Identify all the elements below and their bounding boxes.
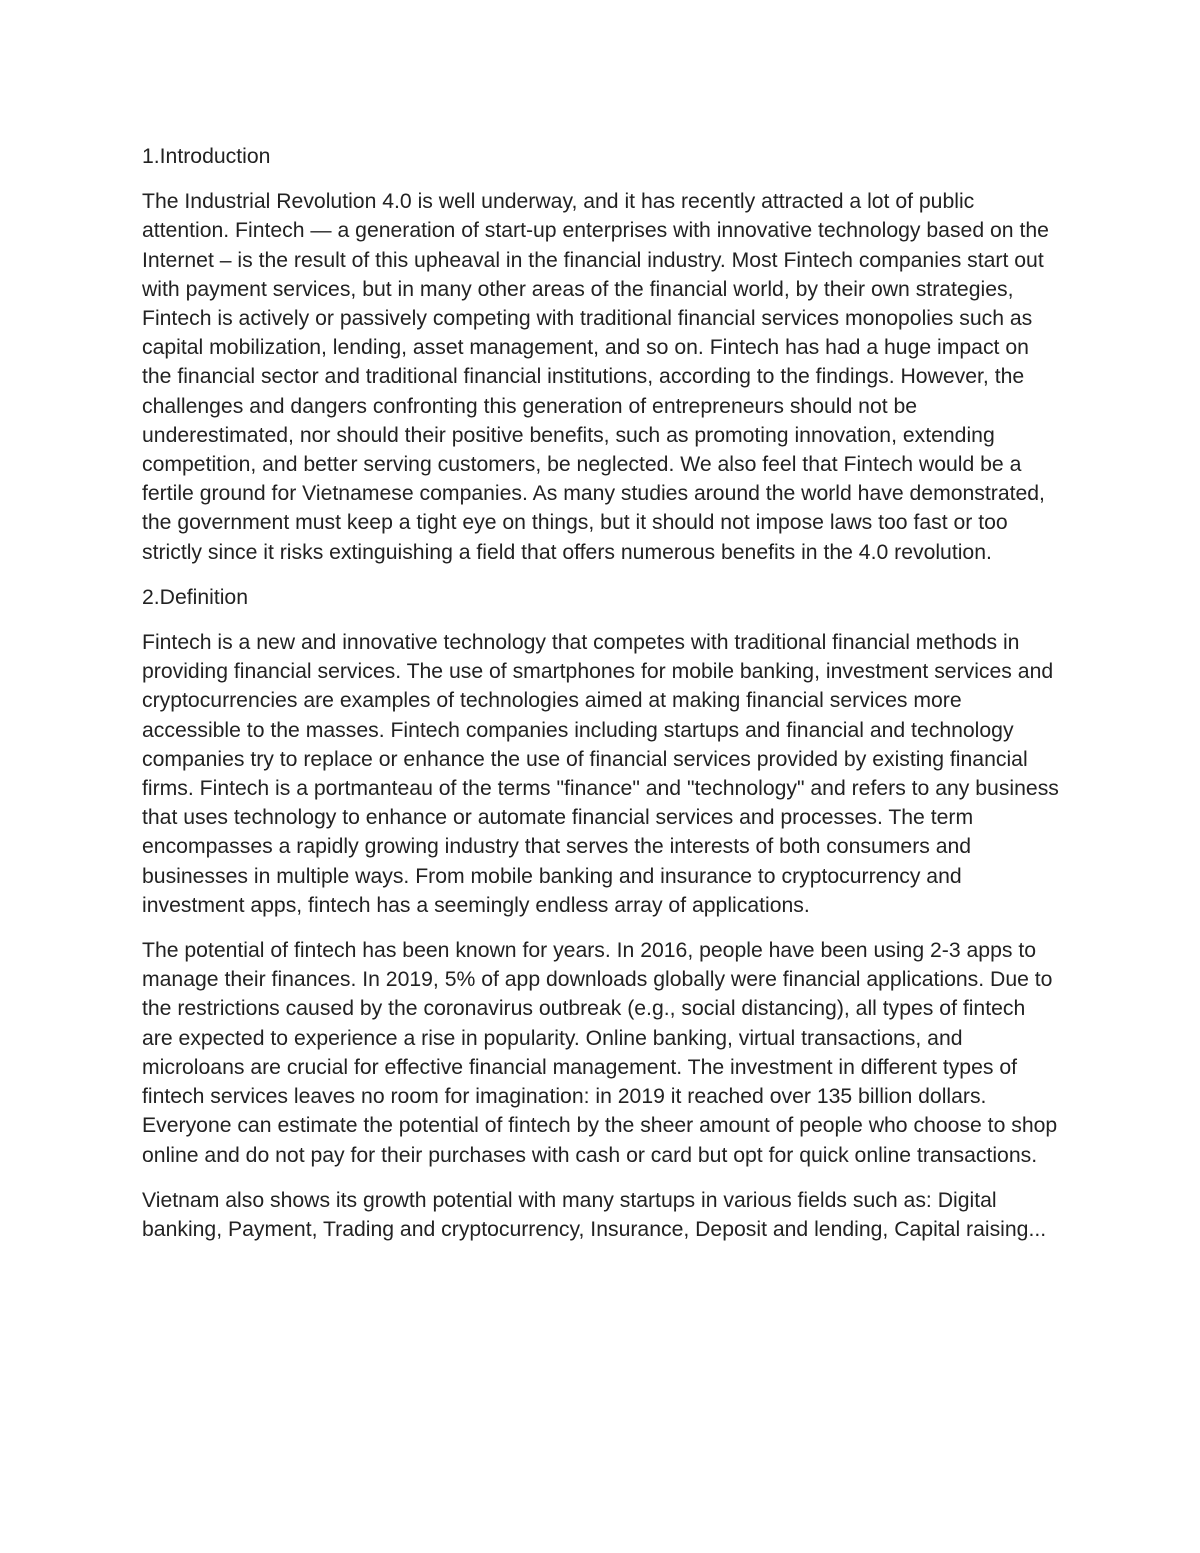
definition-paragraph-3: Vietnam also shows its growth potential with many startups in various fields such as: Digital banking, Payment, Trading and cryptocurrency, Insurance, Deposit and lending, Capital raising... [142,1188,1047,1241]
section-heading-introduction: 1.Introduction [142,145,271,168]
definition-paragraph-2: The potential of fintech has been known for years. In 2016, people have been using 2-3 apps to manage their finances. In 2019, 5% of app downloads globally were financial applications. Due to the restrictions caused by the coronavirus outbreak (e.g., social distancing), all types of fintech are expected to experience a rise in popularity. Online banking, virtual transactions, and microloans are crucial for effective financial management. The investment in different types of fintech services leaves no room for imagination: in 2019 it reached over 135 billion dollars. Everyone can estimate the potential of fintech by the sheer amount of people who choose to shop online and do not pay for their purchases with cash or card but opt for quick online transactions. [142,939,1058,1167]
introduction-paragraph: The Industrial Revolution 4.0 is well underway, and it has recently attracted a lot of public attention. Fintech — a generation of start-up enterprises with innovative technology based on the Internet – is the result of this upheaval in the financial industry. Most Fintech companies start out with payment services, but in many other areas of the financial world, by their own strategies, Fintech is actively or passively competing with traditional financial services monopolies such as capital mobilization, lending, asset management, and so on. Fintech has had a huge impact on the financial sector and traditional financial institutions, according to the findings. However, the challenges and dangers confronting this generation of entrepreneurs should not be underestimated, nor should their positive benefits, such as promoting innovation, extending competition, and better serving customers, be neglected. We also feel that Fintech would be a fertile ground for Vietnamese companies. As many studies around the world have demonstrated, the government must keep a tight eye on things, but it should not impose laws too fast or too strictly since it risks extinguishing a field that offers numerous benefits in the 4.0 revolution. [142,190,1049,564]
section-heading-definition: 2.Definition [142,585,248,609]
definition-paragraph-1: Fintech is a new and innovative technology that competes with traditional financial methods in providing financial services. The use of smartphones for mobile banking, investment services and cryptocurrencies are examples of technologies aimed at making financial services more accessible to the masses. Fintech companies including startups and financial and technology companies try to replace or enhance the use of financial services provided by existing financial firms. Fintech is a portmanteau of the terms "finance" and "technology" and refers to any business that uses technology to enhance or automate financial services and processes. The term encompasses a rapidly growing industry that serves the interests of both consumers and businesses in multiple ways. From mobile banking and insurance to cryptocurrency and investment apps, fintech has a seemingly endless array of applications. [142,631,1059,917]
